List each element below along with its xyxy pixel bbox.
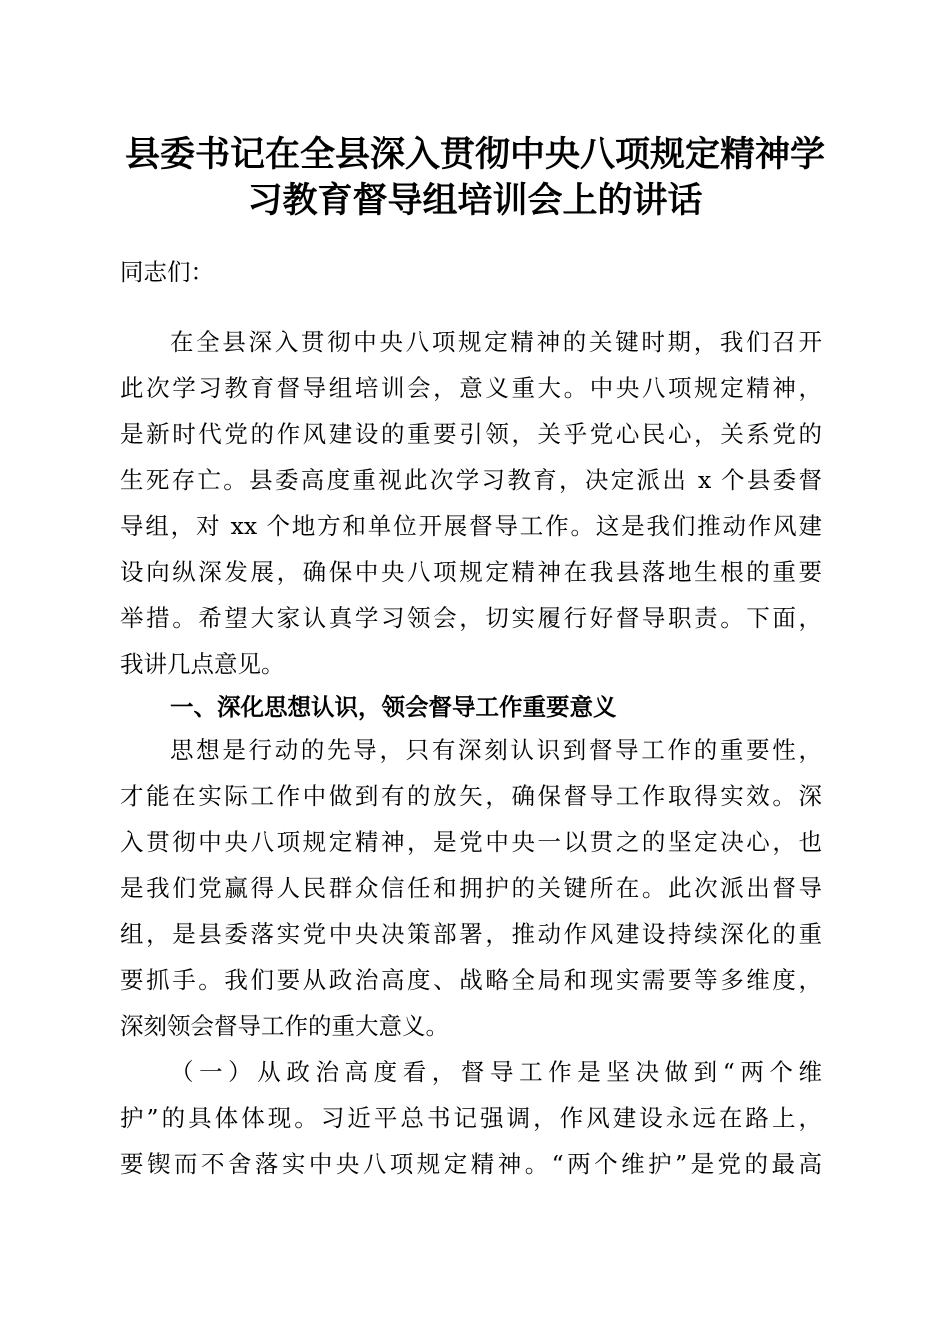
text-line: 在全县深入贯彻中央八项规定精神的关键时期，我们召开	[170, 328, 822, 356]
text-line: 要锲而不舍落实中央八项规定精神。“两个维护”是党的最高	[120, 1150, 822, 1178]
text-line: 此次学习教育督导组培训会，意义重大。中央八项规定精神，	[120, 374, 822, 402]
text-line: 组，是县委落实党中央决策部署，推动作风建设持续深化的重	[120, 920, 822, 948]
text-line: 深刻领会督导工作的重大意义。	[120, 1012, 449, 1040]
text-line: 要抓手。我们要从政治高度、战略全局和现实需要等多维度，	[120, 966, 822, 994]
text-line: 举措。希望大家认真学习领会，切实履行好督导职责。下面，	[120, 604, 822, 632]
text-line: 是新时代党的作风建设的重要引领，关乎党心民心，关系党的	[120, 420, 822, 448]
title-line-2: 习教育督导组培训会上的讲话	[247, 180, 703, 221]
text-line: 是我们党赢得人民群众信任和拥护的关键所在。此次派出督导	[120, 874, 822, 902]
text-line: 生死存亡。县委高度重视此次学习教育，决定派出 x 个县委督	[120, 466, 822, 494]
text-line: 我讲几点意见。	[120, 650, 285, 678]
text-line: 才能在实际工作中做到有的放矢，确保督导工作取得实效。深	[120, 782, 822, 810]
paragraph	[120, 1049, 822, 1187]
text-line: 设向纵深发展，确保中央八项规定精神在我县落地生根的重要	[120, 558, 822, 586]
document-body	[120, 249, 822, 1187]
text-line: （一）从政治高度看，督导工作是坚决做到“两个维	[170, 1058, 822, 1086]
greeting: 同志们：	[120, 258, 214, 286]
section-heading	[120, 687, 822, 727]
text-line: 入贯彻中央八项规定精神，是党中央一以贯之的坚定决心，也	[120, 828, 822, 856]
document-title	[100, 132, 850, 224]
text-line: 一、深化思想认识，领会督导工作重要意义	[170, 693, 617, 721]
title-line-1: 县委书记在全县深入贯彻中央八项规定精神学	[124, 134, 825, 175]
text-line: 护”的具体体现。习近平总书记强调，作风建设永远在路上，	[120, 1104, 822, 1132]
paragraph	[120, 319, 822, 687]
text-line: 导组，对 xx 个地方和单位开展督导工作。这是我们推动作风建	[120, 512, 822, 540]
text-line: 思想是行动的先导，只有深刻认识到督导工作的重要性，	[170, 736, 822, 764]
paragraph	[120, 727, 822, 1049]
